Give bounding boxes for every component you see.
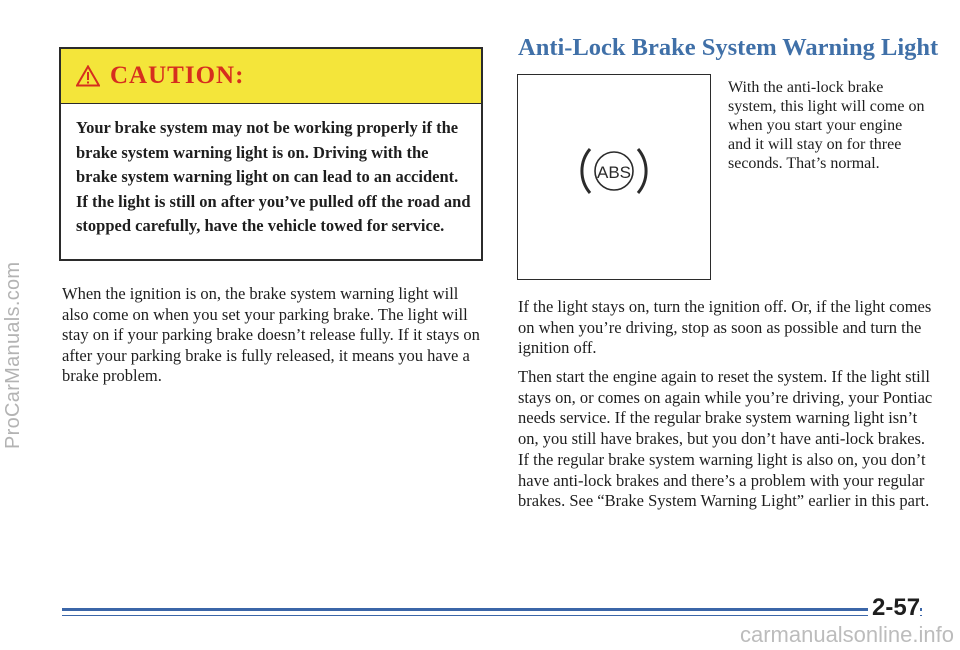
abs-paragraph-2: Then start the engine again to reset the system. If the light still stays on, or comes on again while you’re driving, your Pontiac needs service. If the regular brake system warning light isn’t on, you still have brakes, but you don’t have anti-lock brakes. If the regular brake system warning light is also on, you don’t have anti-lock brakes and there’s a problem with your regular brakes. See “Brake System Warning Light” earlier in this part. (518, 367, 933, 511)
side-watermark: ProCarManuals.com (2, 261, 24, 449)
page-number: 2-57 (868, 594, 920, 622)
section-title: Anti-Lock Brake System Warning Light (518, 34, 939, 61)
abs-indicator-label: ABS (596, 163, 632, 182)
abs-indicator-box (517, 74, 711, 280)
bottom-watermark: carmanualsonline.info (739, 622, 954, 647)
caution-text: Your brake system may not be working properly if the brake system warning light is on. Driving with the brake system warning light on can lead to an accident. If the light is still on after you’ve pulled off the road and stopped carefully, have the vehicle towed for service. (76, 118, 471, 235)
caution-box (59, 47, 483, 261)
abs-warning-light-icon (578, 141, 650, 201)
warning-triangle-icon (76, 65, 100, 87)
abs-description: With the anti-lock brake system, this light will come on when you start your engine and it will stay on for three seconds. That’s normal. (728, 79, 925, 172)
footer-rule-thick (62, 608, 922, 611)
brake-warning-paragraph: When the ignition is on, the brake system warning light will also come on when you set your parking brake. The light will stay on if your parking brake doesn’t release fully. If it stays on after your parking brake is fully released, it means you have a brake problem. (62, 284, 480, 385)
caution-title: CAUTION: (110, 62, 245, 89)
caution-header (61, 49, 481, 104)
footer-rule-thin (62, 615, 922, 616)
abs-paragraph-1: If the light stays on, turn the ignition off. Or, if the light comes on when you’re driving, stop as soon as possible and turn the ignition off. (518, 297, 932, 358)
